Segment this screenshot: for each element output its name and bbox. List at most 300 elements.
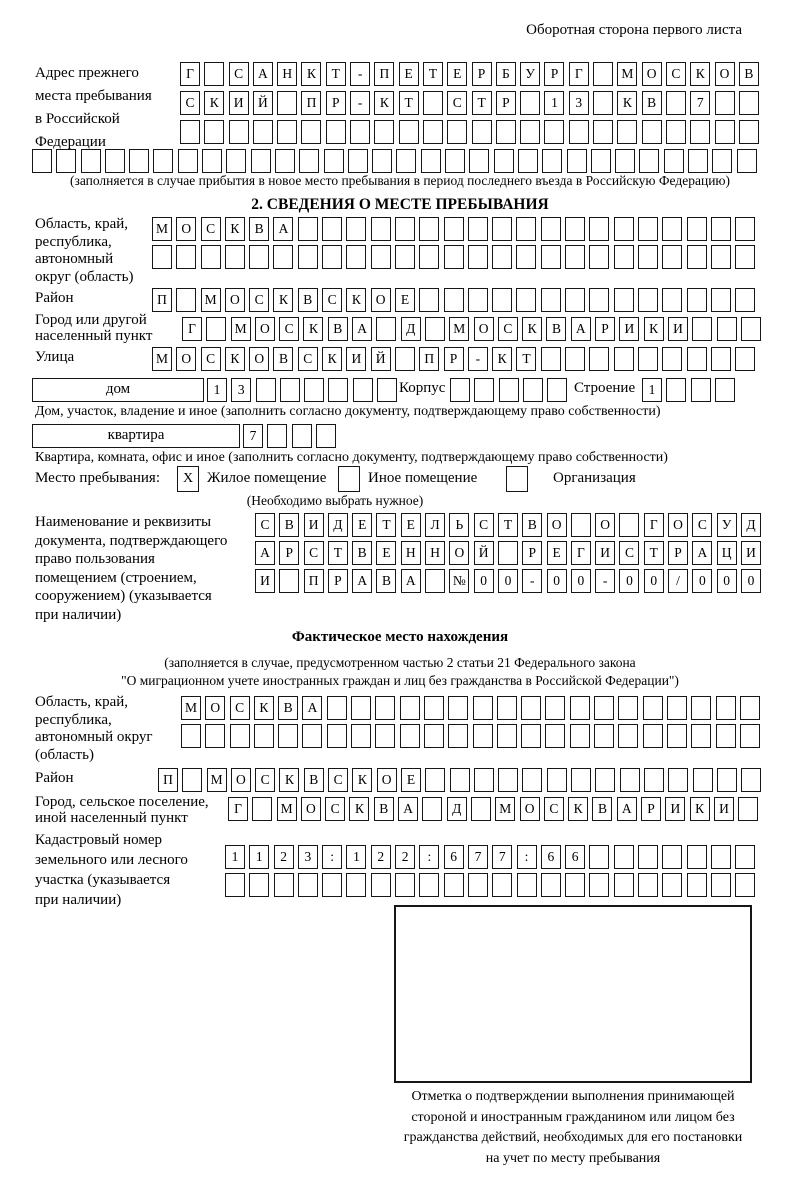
actual-district-row (158, 768, 765, 792)
char-cell (593, 91, 613, 115)
char-cell: Г (180, 62, 200, 86)
region-rows (152, 217, 759, 273)
house-caption: Дом, участок, владение и иное (заполнить согласно документу, подтверждающему право собственности) (35, 404, 661, 419)
region-label: Область, край, республика, автономный округ (область) (35, 216, 134, 285)
char-cell (424, 724, 444, 748)
char-cell: И (665, 797, 685, 821)
char-cell: Е (352, 513, 372, 537)
char-cell (299, 149, 319, 173)
char-cell: С (474, 513, 494, 537)
char-cell (249, 873, 269, 897)
char-cell: С (322, 288, 342, 312)
char-cell (741, 768, 761, 792)
prev-address-rows (180, 62, 763, 149)
char-cell (474, 768, 494, 792)
char-cell (594, 724, 614, 748)
char-cell: С (328, 768, 348, 792)
char-cell (638, 873, 658, 897)
char-cell: 7 (690, 91, 710, 115)
char-cell (176, 245, 196, 269)
char-cell: 1 (346, 845, 366, 869)
char-cell (643, 724, 663, 748)
char-cell (444, 873, 464, 897)
char-cell (711, 245, 731, 269)
char-cell (569, 120, 589, 144)
char-cell (638, 845, 658, 869)
char-cell (468, 873, 488, 897)
char-cell: Й (371, 347, 391, 371)
char-cell (740, 724, 760, 748)
char-cell: : (419, 845, 439, 869)
char-cell (711, 288, 731, 312)
char-cell (662, 217, 682, 241)
char-cell: С (447, 91, 467, 115)
char-cell: О (205, 696, 225, 720)
char-cell (372, 149, 392, 173)
char-cell (639, 149, 659, 173)
char-cell (712, 149, 732, 173)
char-cell (253, 120, 273, 144)
char-cell: М (207, 768, 227, 792)
char-cell (324, 149, 344, 173)
char-cell: К (225, 347, 245, 371)
char-cell: С (498, 317, 518, 341)
char-cell: К (617, 91, 637, 115)
char-cell (422, 797, 442, 821)
char-cell: В (304, 768, 324, 792)
char-cell: Т (644, 541, 664, 565)
char-cell (350, 120, 370, 144)
prev-address-row-1 (180, 62, 763, 86)
char-cell (589, 873, 609, 897)
char-cell: Т (399, 91, 419, 115)
char-cell (520, 120, 540, 144)
char-cell (400, 696, 420, 720)
char-cell: Б (496, 62, 516, 86)
char-cell (715, 378, 735, 402)
char-cell (448, 696, 468, 720)
char-cell (178, 149, 198, 173)
registration-stamp-box (394, 905, 752, 1083)
stroenie-row (642, 378, 739, 402)
char-cell (516, 217, 536, 241)
char-cell: К (690, 797, 710, 821)
char-cell (740, 696, 760, 720)
char-cell: К (374, 91, 394, 115)
char-cell: В (522, 513, 542, 537)
char-cell: В (546, 317, 566, 341)
char-cell (547, 768, 567, 792)
char-cell: К (303, 317, 323, 341)
char-cell (395, 217, 415, 241)
char-cell: О (449, 541, 469, 565)
char-cell (739, 120, 759, 144)
char-cell (662, 245, 682, 269)
char-cell: И (304, 513, 324, 537)
char-cell (279, 569, 299, 593)
char-cell (400, 724, 420, 748)
char-cell: 0 (474, 569, 494, 593)
char-cell (565, 873, 585, 897)
char-cell: 3 (231, 378, 251, 402)
char-cell: Д (447, 797, 467, 821)
char-cell: 0 (619, 569, 639, 593)
prev-address-row-4 (32, 149, 761, 173)
char-cell: О (642, 62, 662, 86)
char-cell: 6 (444, 845, 464, 869)
char-cell (520, 91, 540, 115)
char-cell: 0 (498, 569, 518, 593)
char-cell (322, 217, 342, 241)
char-cell: В (278, 696, 298, 720)
char-cell (348, 149, 368, 173)
char-cell: 1 (642, 378, 662, 402)
document-rows (255, 513, 765, 597)
char-cell (225, 245, 245, 269)
char-cell: Л (425, 513, 445, 537)
char-cell (711, 347, 731, 371)
char-cell: К (279, 768, 299, 792)
char-cell (593, 62, 613, 86)
char-cell (419, 245, 439, 269)
checkbox-other-premises (338, 466, 360, 492)
char-cell (278, 724, 298, 748)
char-cell: К (690, 62, 710, 86)
char-cell: 7 (243, 424, 263, 448)
actual-city-row (228, 797, 763, 821)
char-cell: В (642, 91, 662, 115)
char-cell: 1 (544, 91, 564, 115)
char-cell (468, 245, 488, 269)
district-row (152, 288, 759, 312)
char-cell: О (225, 288, 245, 312)
char-cell (638, 245, 658, 269)
char-cell (421, 149, 441, 173)
char-cell (717, 768, 737, 792)
char-cell: В (298, 288, 318, 312)
char-cell (565, 217, 585, 241)
char-cell (687, 347, 707, 371)
char-cell: Г (228, 797, 248, 821)
char-cell (541, 245, 561, 269)
char-cell: К (349, 797, 369, 821)
char-cell: В (279, 513, 299, 537)
char-cell (56, 149, 76, 173)
char-cell (419, 288, 439, 312)
option-other-premises-label: Иное помещение (368, 470, 478, 486)
char-cell: С (298, 347, 318, 371)
char-cell: И (346, 347, 366, 371)
char-cell: М (181, 696, 201, 720)
char-cell (395, 347, 415, 371)
char-cell: Р (444, 347, 464, 371)
prev-address-note: (заполняется в случае прибытия в новое место пребывания в период последнего въезда в Российскую Федерацию) (69, 173, 731, 188)
char-cell: : (322, 845, 342, 869)
char-cell (517, 873, 537, 897)
char-cell (226, 149, 246, 173)
char-cell (735, 845, 755, 869)
char-cell (691, 724, 711, 748)
char-cell: С (619, 541, 639, 565)
char-cell (473, 696, 493, 720)
char-cell: 1 (249, 845, 269, 869)
char-cell: С (201, 347, 221, 371)
char-cell (497, 696, 517, 720)
char-cell: 3 (569, 91, 589, 115)
char-cell: С (249, 288, 269, 312)
char-cell (541, 217, 561, 241)
char-cell (375, 696, 395, 720)
char-cell (326, 120, 346, 144)
char-cell: Е (376, 541, 396, 565)
char-cell (716, 724, 736, 748)
char-cell: 1 (207, 378, 227, 402)
char-cell: П (374, 62, 394, 86)
char-cell: Р (595, 317, 615, 341)
char-cell (256, 378, 276, 402)
char-cell: Р (326, 91, 346, 115)
char-cell: Т (472, 91, 492, 115)
char-cell: Р (641, 797, 661, 821)
char-cell: Т (376, 513, 396, 537)
char-cell: К (225, 217, 245, 241)
char-cell (662, 288, 682, 312)
char-cell: П (304, 569, 324, 593)
char-cell (589, 288, 609, 312)
char-cell (662, 347, 682, 371)
char-cell (316, 424, 336, 448)
city-row (182, 317, 765, 341)
char-cell: А (253, 62, 273, 86)
char-cell: С (255, 513, 275, 537)
char-cell (450, 768, 470, 792)
char-cell: П (419, 347, 439, 371)
char-cell (521, 696, 541, 720)
char-cell: О (176, 347, 196, 371)
char-cell (469, 149, 489, 173)
char-cell: В (249, 217, 269, 241)
char-cell (615, 149, 635, 173)
char-cell (523, 378, 543, 402)
char-cell (688, 149, 708, 173)
char-cell: С (279, 317, 299, 341)
char-cell: 2 (371, 845, 391, 869)
char-cell: Д (328, 513, 348, 537)
char-cell (687, 845, 707, 869)
char-cell (492, 288, 512, 312)
char-cell (638, 288, 658, 312)
actual-district-label: Район (35, 770, 74, 786)
char-cell: Р (668, 541, 688, 565)
char-cell: М (201, 288, 221, 312)
char-cell (353, 378, 373, 402)
char-cell (229, 120, 249, 144)
char-cell (687, 873, 707, 897)
char-cell (346, 873, 366, 897)
char-cell: - (595, 569, 615, 593)
char-cell: Р (279, 541, 299, 565)
char-cell (668, 768, 688, 792)
char-cell (589, 245, 609, 269)
char-cell (619, 513, 639, 537)
char-cell (565, 347, 585, 371)
char-cell (617, 120, 637, 144)
stamp-box-caption: Отметка о подтверждении выполнения принимающей стороной и иностранным гражданином или лицом без гражданства действий, необходимых для его постановки на учет по месту пребывания (403, 1089, 743, 1166)
char-cell: Т (498, 513, 518, 537)
char-cell: М (449, 317, 469, 341)
option-organization-label: Организация (553, 470, 636, 486)
char-cell (444, 217, 464, 241)
section2-title: 2. СВЕДЕНИЯ О МЕСТЕ ПРЕБЫВАНИЯ (251, 196, 549, 213)
char-cell: 0 (741, 569, 761, 593)
char-cell (274, 873, 294, 897)
char-cell: И (714, 797, 734, 821)
char-cell (395, 245, 415, 269)
char-cell (425, 317, 445, 341)
char-cell: 2 (395, 845, 415, 869)
char-cell: О (371, 288, 391, 312)
char-cell: № (449, 569, 469, 593)
char-cell: С (666, 62, 686, 86)
char-cell: Г (569, 62, 589, 86)
char-cell: Д (401, 317, 421, 341)
char-cell: 0 (717, 569, 737, 593)
char-cell (292, 424, 312, 448)
char-cell (322, 873, 342, 897)
char-cell (571, 768, 591, 792)
char-cell (642, 120, 662, 144)
char-cell: С (230, 696, 250, 720)
char-cell (204, 62, 224, 86)
char-cell: Н (401, 541, 421, 565)
region-row-2 (152, 245, 759, 269)
char-cell (492, 873, 512, 897)
char-cell: / (668, 569, 688, 593)
char-cell (153, 149, 173, 173)
apartment-caption: Квартира, комната, офис и иное (заполнить согласно документу, подтверждающему право собственности) (35, 450, 668, 465)
char-cell: Е (547, 541, 567, 565)
region-row-1 (152, 217, 759, 241)
char-cell (498, 768, 518, 792)
char-cell: А (255, 541, 275, 565)
char-cell: Ь (449, 513, 469, 537)
char-cell (254, 724, 274, 748)
char-cell: К (204, 91, 224, 115)
char-cell (327, 724, 347, 748)
char-cell: И (229, 91, 249, 115)
checkbox-residential: X (177, 466, 199, 492)
char-cell: К (492, 347, 512, 371)
char-cell (521, 724, 541, 748)
char-cell (205, 724, 225, 748)
char-cell (273, 245, 293, 269)
char-cell (302, 724, 322, 748)
char-cell (468, 217, 488, 241)
char-cell: О (474, 317, 494, 341)
char-cell: В (739, 62, 759, 86)
char-cell (541, 347, 561, 371)
char-cell (498, 541, 518, 565)
char-cell (667, 724, 687, 748)
char-cell: К (273, 288, 293, 312)
char-cell (374, 120, 394, 144)
char-cell: О (176, 217, 196, 241)
page-header-note: Оборотная сторона первого листа (526, 22, 742, 38)
char-cell (516, 245, 536, 269)
char-cell (715, 120, 735, 144)
char-cell: - (468, 347, 488, 371)
char-cell (230, 724, 250, 748)
char-cell (371, 245, 391, 269)
char-cell: 7 (468, 845, 488, 869)
char-cell: Н (277, 62, 297, 86)
char-cell (252, 797, 272, 821)
actual-location-note: (заполняется в случае, предусмотренном частью 2 статьи 21 Федерального закона "О миграционном учете иностранных граждан и лиц без гражданства в Российской Федерации") (121, 655, 679, 688)
house-type-box: дом (32, 378, 204, 402)
char-cell: В (376, 569, 396, 593)
char-cell (643, 696, 663, 720)
char-cell (711, 845, 731, 869)
char-cell (277, 91, 297, 115)
char-cell (664, 149, 684, 173)
char-cell: С (544, 797, 564, 821)
stay-type-note: (Необходимо выбрать нужное) (246, 493, 424, 508)
korpus-label: Корпус (399, 380, 446, 396)
char-cell (687, 288, 707, 312)
char-cell (638, 347, 658, 371)
char-cell (717, 317, 737, 341)
cadastral-row-1 (225, 845, 760, 869)
char-cell: О (301, 797, 321, 821)
char-cell: 0 (547, 569, 567, 593)
char-cell: О (377, 768, 397, 792)
char-cell: И (255, 569, 275, 593)
char-cell (614, 217, 634, 241)
char-cell (424, 696, 444, 720)
char-cell (567, 149, 587, 173)
char-cell: - (350, 91, 370, 115)
char-cell: К (322, 347, 342, 371)
city-label: Город или другой населенный пункт (35, 312, 153, 344)
char-cell: Н (425, 541, 445, 565)
char-cell: И (595, 541, 615, 565)
char-cell (468, 288, 488, 312)
actual-region-rows (181, 696, 764, 752)
char-cell (445, 149, 465, 173)
char-cell (280, 378, 300, 402)
char-cell: Д (741, 513, 761, 537)
char-cell: : (517, 845, 537, 869)
char-cell: К (254, 696, 274, 720)
char-cell: С (229, 62, 249, 86)
char-cell (322, 245, 342, 269)
char-cell: О (520, 797, 540, 821)
char-cell (376, 317, 396, 341)
char-cell (499, 378, 519, 402)
apartment-type-box: квартира (32, 424, 240, 448)
char-cell: 6 (541, 845, 561, 869)
char-cell (181, 724, 201, 748)
char-cell (497, 724, 517, 748)
char-cell (589, 347, 609, 371)
char-cell: А (273, 217, 293, 241)
char-cell (735, 245, 755, 269)
char-cell (570, 696, 590, 720)
char-cell (419, 873, 439, 897)
char-cell (492, 217, 512, 241)
char-cell (545, 724, 565, 748)
checkbox-organization (506, 466, 528, 492)
